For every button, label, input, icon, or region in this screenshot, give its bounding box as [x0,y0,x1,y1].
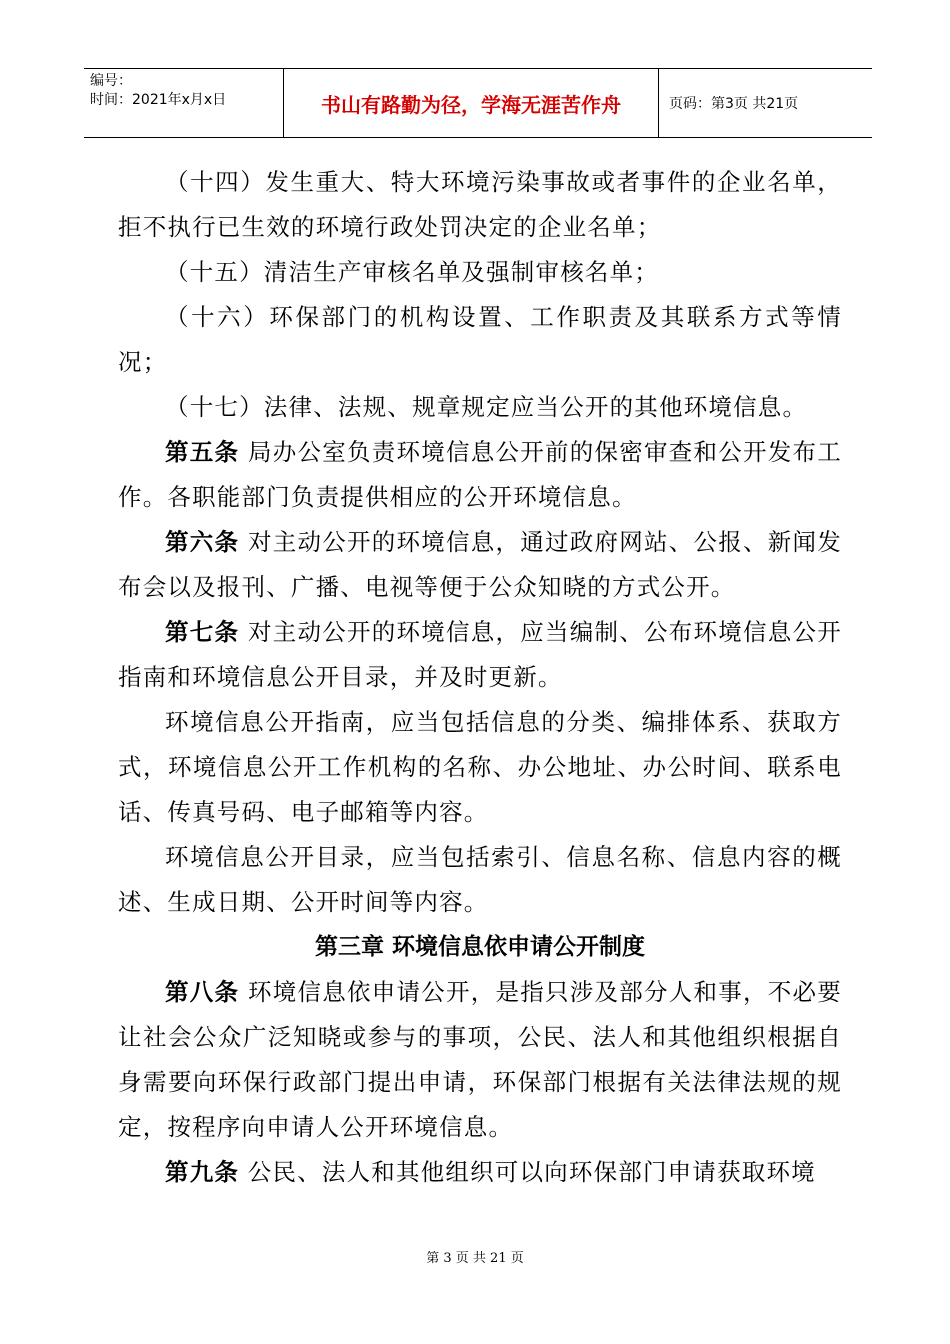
article-number: 第八条 [165,978,240,1006]
header-page-info: 页码：第3页 共21页 [669,96,799,112]
chapter-title: 第三章 环境信息依申请公开制度 [314,934,645,960]
header-left-cell [84,69,284,137]
article-paragraph: 第六条 对主动公开的环境信息，通过政府网站、公报、新闻发布会以及报刊、广播、电视等便于公众知晓的方式公开。 [118,528,842,601]
paragraph: （十六）环保部门的机构设置、工作职责及其联系方式等情况； [118,303,842,376]
article-number: 第九条 [165,1158,240,1186]
page-footer: 第 3 页 共 21 页 [426,1251,524,1266]
article-paragraph: 第五条 局办公室负责环境信息公开前的保密审查和公开发布工作。各职能部门负责提供相应的公开环境信息。 [118,438,842,511]
time-label: 时间：2021年x月x日 [90,92,227,108]
article-paragraph: 第九条 公民、法人和其他组织可以向环保部门申请获取环境 [165,1158,816,1186]
article-number: 第五条 [165,438,240,466]
page-header [84,68,872,138]
paragraph: （十四）发生重大、特大环境污染事故或者事件的企业名单，拒不执行已生效的环境行政处罚决定的企业名单； [118,168,842,241]
paragraph: 环境信息公开目录，应当包括索引、信息名称、信息内容的概述、生成日期、公开时间等内容。 [118,843,842,916]
article-number: 第七条 [165,618,240,646]
paragraph: 环境信息公开指南，应当包括信息的分类、编排体系、获取方式，环境信息公开工作机构的名称、办公地址、办公时间、联系电话、传真号码、电子邮箱等内容。 [118,708,842,826]
number-label: 编号： [90,73,132,89]
paragraph: （十五）清洁生产审核名单及强制审核名单； [165,258,659,286]
article-paragraph: 第八条 环境信息依申请公开，是指只涉及部分人和事，不必要让社会公众广泛知晓或参与的事项，公民、法人和其他组织根据自身需要向环保行政部门提出申请，环保部门根据有关法律法规的规定，按程序向申请人公开环境信息。 [118,978,842,1141]
article-paragraph: 第七条 对主动公开的环境信息，应当编制、公布环境信息公开指南和环境信息公开目录，并及时更新。 [118,618,842,691]
article-number: 第六条 [165,528,240,556]
paragraph: （十七）法律、法规、规章规定应当公开的其他环境信息。 [165,393,808,421]
header-motto: 书山有路勤为径，学海无涯苦作舟 [284,69,659,137]
document-body [118,160,842,1195]
